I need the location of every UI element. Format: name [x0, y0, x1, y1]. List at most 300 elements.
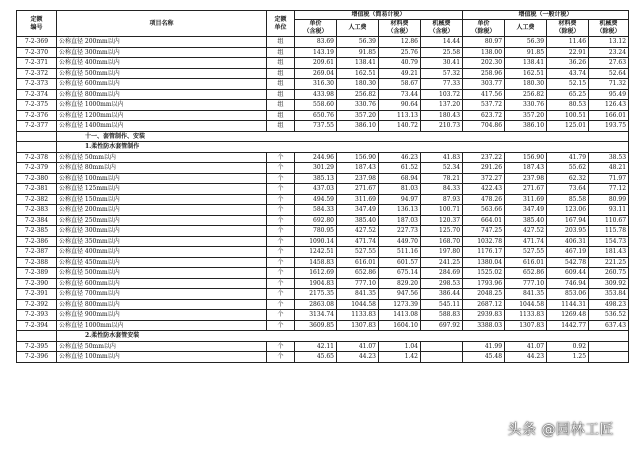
row-name: 公称直径 500mm以内	[57, 68, 267, 79]
cell-labor-2: 180.30	[505, 79, 547, 90]
header-code: 定额 编号	[17, 11, 57, 37]
table-row	[17, 299, 629, 310]
row-code: 7-2-386	[17, 236, 57, 247]
cell-labor-2: 1044.58	[505, 299, 547, 310]
section-row	[17, 131, 629, 142]
cell-material-incl: 947.56	[379, 289, 421, 300]
cell-machine-excl: 353.84	[589, 289, 629, 300]
row-code: 7-2-391	[17, 289, 57, 300]
cell-material-excl: 467.19	[547, 247, 589, 258]
row-unit: 组	[267, 100, 295, 111]
row-unit: 个	[267, 341, 295, 352]
cell-labor-2: 56.39	[505, 37, 547, 48]
cell-machine-excl: 77.12	[589, 184, 629, 195]
row-unit: 个	[267, 173, 295, 184]
row-name: 公称直径 400mm以内	[57, 58, 267, 69]
cell-machine-excl: 27.63	[589, 58, 629, 69]
row-name: 公称直径 100mm以内	[57, 173, 267, 184]
row-code: 7-2-377	[17, 121, 57, 132]
cell-price-incl: 1612.69	[295, 268, 337, 279]
cell-price-excl: 1176.17	[463, 247, 505, 258]
cell-labor: 271.67	[337, 184, 379, 195]
header-price-excl: 单价 （除税）	[463, 20, 505, 37]
cell-machine-incl: 87.93	[421, 194, 463, 205]
cell-labor: 1133.83	[337, 310, 379, 321]
cell-labor-2: 256.82	[505, 89, 547, 100]
row-name: 公称直径 800mm以内	[57, 89, 267, 100]
row-name: 公称直径 300mm以内	[57, 226, 267, 237]
cell-material-incl: 601.57	[379, 257, 421, 268]
table-row	[17, 58, 629, 69]
cell-labor: 180.30	[337, 79, 379, 90]
cell-price-excl: 417.56	[463, 89, 505, 100]
row-unit: 个	[267, 320, 295, 331]
row-name: 公称直径 1200mm以内	[57, 110, 267, 121]
cell-price-excl: 80.97	[463, 37, 505, 48]
cell-machine-incl: 168.70	[421, 236, 463, 247]
cell-price-excl: 372.27	[463, 173, 505, 184]
cell-price-incl: 2863.08	[295, 299, 337, 310]
cell-price-incl: 301.29	[295, 163, 337, 174]
table-row	[17, 121, 629, 132]
cell-machine-excl: 154.73	[589, 236, 629, 247]
cell-labor: 347.49	[337, 205, 379, 216]
cell-material-excl: 0.92	[547, 341, 589, 352]
cell-price-incl: 1090.14	[295, 236, 337, 247]
row-name: 公称直径 350mm以内	[57, 236, 267, 247]
cell-labor-2: 652.86	[505, 268, 547, 279]
cell-price-incl: 1904.83	[295, 278, 337, 289]
cell-machine-excl: 93.11	[589, 205, 629, 216]
row-code: 7-2-383	[17, 205, 57, 216]
row-code: 7-2-372	[17, 68, 57, 79]
cell-price-incl: 650.76	[295, 110, 337, 121]
cell-machine-excl: 71.32	[589, 79, 629, 90]
cell-labor-2: 616.01	[505, 257, 547, 268]
cell-labor-2: 41.07	[505, 341, 547, 352]
cell-material-incl: 68.94	[379, 173, 421, 184]
cell-labor-2: 386.10	[505, 121, 547, 132]
cell-material-incl: 829.20	[379, 278, 421, 289]
header-group-simple: 增值税（简易计税）	[295, 11, 463, 20]
table-row	[17, 257, 629, 268]
row-code: 7-2-390	[17, 278, 57, 289]
table-row	[17, 173, 629, 184]
section-code-cell	[17, 131, 57, 142]
cell-labor: 256.82	[337, 89, 379, 100]
cell-price-excl: 3388.03	[463, 320, 505, 331]
cell-material-incl: 1273.39	[379, 299, 421, 310]
row-name: 公称直径 50mm以内	[57, 152, 267, 163]
row-name: 公称直径 800mm以内	[57, 299, 267, 310]
cell-labor-2: 471.74	[505, 236, 547, 247]
cell-machine-incl: 197.80	[421, 247, 463, 258]
cell-labor: 156.90	[337, 152, 379, 163]
cell-machine-excl: 71.97	[589, 173, 629, 184]
row-name: 公称直径 150mm以内	[57, 194, 267, 205]
cell-price-excl: 237.22	[463, 152, 505, 163]
cell-price-excl: 563.66	[463, 205, 505, 216]
table-row	[17, 320, 629, 331]
cell-price-excl: 291.26	[463, 163, 505, 174]
cell-labor-2: 385.40	[505, 215, 547, 226]
table-row	[17, 163, 629, 174]
row-code: 7-2-384	[17, 215, 57, 226]
row-unit: 个	[267, 352, 295, 363]
row-name: 公称直径 125mm以内	[57, 184, 267, 195]
cell-machine-excl: 181.43	[589, 247, 629, 258]
row-unit: 组	[267, 68, 295, 79]
cell-labor: 427.52	[337, 226, 379, 237]
cell-material-incl: 449.70	[379, 236, 421, 247]
cell-price-excl: 1380.04	[463, 257, 505, 268]
cell-labor: 652.86	[337, 268, 379, 279]
table-row	[17, 100, 629, 111]
cell-machine-incl: 103.72	[421, 89, 463, 100]
table-row	[17, 110, 629, 121]
cell-price-excl: 664.01	[463, 215, 505, 226]
row-name: 公称直径 900mm以内	[57, 310, 267, 321]
header-unit: 定额 单位	[267, 11, 295, 37]
row-unit: 个	[267, 289, 295, 300]
cell-price-excl: 422.43	[463, 184, 505, 195]
cell-machine-incl: 284.69	[421, 268, 463, 279]
row-code: 7-2-393	[17, 310, 57, 321]
section-title: 2.柔性防水套管安装	[57, 331, 629, 342]
cell-material-excl: 22.91	[547, 47, 589, 58]
cell-labor-2: 44.23	[505, 352, 547, 363]
cell-machine-excl: 115.78	[589, 226, 629, 237]
cell-material-incl: 61.52	[379, 163, 421, 174]
table-row	[17, 278, 629, 289]
cell-machine-incl: 78.21	[421, 173, 463, 184]
cell-machine-excl: 221.25	[589, 257, 629, 268]
cell-price-incl: 558.60	[295, 100, 337, 111]
cell-material-excl: 80.53	[547, 100, 589, 111]
row-name: 公称直径 600mm以内	[57, 79, 267, 90]
row-code: 7-2-392	[17, 299, 57, 310]
row-code: 7-2-394	[17, 320, 57, 331]
cell-material-excl: 542.78	[547, 257, 589, 268]
cell-machine-excl: 126.43	[589, 100, 629, 111]
cell-material-incl: 25.76	[379, 47, 421, 58]
cell-price-incl: 3609.85	[295, 320, 337, 331]
table-row	[17, 341, 629, 352]
cell-price-excl: 1032.78	[463, 236, 505, 247]
cell-material-excl: 406.31	[547, 236, 589, 247]
cell-machine-incl: 298.53	[421, 278, 463, 289]
cell-material-incl: 136.13	[379, 205, 421, 216]
cell-price-excl: 138.00	[463, 47, 505, 58]
section-title: 十一、套管制作、安装	[57, 131, 629, 142]
row-name: 公称直径 700mm以内	[57, 289, 267, 300]
table-row	[17, 79, 629, 90]
table-row	[17, 184, 629, 195]
cell-price-excl: 747.25	[463, 226, 505, 237]
cell-labor: 187.43	[337, 163, 379, 174]
cell-labor: 44.23	[337, 352, 379, 363]
cell-material-excl: 609.44	[547, 268, 589, 279]
cell-price-incl: 209.61	[295, 58, 337, 69]
cell-material-excl: 65.25	[547, 89, 589, 100]
cell-labor-2: 156.90	[505, 152, 547, 163]
cell-machine-excl: 23.24	[589, 47, 629, 58]
cell-material-excl: 85.58	[547, 194, 589, 205]
table-row	[17, 289, 629, 300]
cell-material-excl: 746.94	[547, 278, 589, 289]
cell-material-excl: 52.15	[547, 79, 589, 90]
cell-labor: 56.39	[337, 37, 379, 48]
row-name: 公称直径 1000mm以内	[57, 320, 267, 331]
cell-machine-incl	[421, 341, 463, 352]
row-name: 公称直径 200mm以内	[57, 205, 267, 216]
cell-labor-2: 357.20	[505, 110, 547, 121]
cell-machine-incl: 52.34	[421, 163, 463, 174]
cell-price-incl: 737.55	[295, 121, 337, 132]
header-group-general: 增值税（一般计税）	[463, 11, 629, 20]
row-name: 公称直径 500mm以内	[57, 268, 267, 279]
cell-material-incl: 40.79	[379, 58, 421, 69]
row-unit: 个	[267, 257, 295, 268]
cell-material-excl: 125.01	[547, 121, 589, 132]
row-unit: 个	[267, 215, 295, 226]
row-unit: 组	[267, 79, 295, 90]
row-name: 公称直径 50mm以内	[57, 341, 267, 352]
cell-material-excl: 73.64	[547, 184, 589, 195]
cell-machine-excl: 13.12	[589, 37, 629, 48]
row-unit: 个	[267, 194, 295, 205]
cell-material-excl: 1144.31	[547, 299, 589, 310]
row-code: 7-2-395	[17, 341, 57, 352]
row-unit: 个	[267, 236, 295, 247]
section-row	[17, 142, 629, 153]
row-code: 7-2-388	[17, 257, 57, 268]
row-unit: 个	[267, 268, 295, 279]
cell-material-incl: 1.42	[379, 352, 421, 363]
table-row	[17, 352, 629, 363]
cell-material-incl: 73.44	[379, 89, 421, 100]
cell-material-excl: 36.26	[547, 58, 589, 69]
row-unit: 个	[267, 152, 295, 163]
row-unit: 个	[267, 310, 295, 321]
row-name: 公称直径 100mm以内	[57, 352, 267, 363]
table-row	[17, 236, 629, 247]
cell-machine-excl: 38.53	[589, 152, 629, 163]
cell-labor: 527.55	[337, 247, 379, 258]
cell-machine-incl: 84.33	[421, 184, 463, 195]
cell-machine-excl: 498.23	[589, 299, 629, 310]
row-unit: 个	[267, 278, 295, 289]
cell-labor-2: 162.51	[505, 68, 547, 79]
cell-machine-incl: 41.83	[421, 152, 463, 163]
cell-material-incl: 90.64	[379, 100, 421, 111]
row-name: 公称直径 80mm以内	[57, 163, 267, 174]
cell-machine-excl: 95.49	[589, 89, 629, 100]
cell-material-excl: 1.25	[547, 352, 589, 363]
row-code: 7-2-381	[17, 184, 57, 195]
cell-labor: 41.07	[337, 341, 379, 352]
row-code: 7-2-378	[17, 152, 57, 163]
row-unit: 组	[267, 89, 295, 100]
cell-machine-excl: 52.64	[589, 68, 629, 79]
cell-machine-incl: 180.43	[421, 110, 463, 121]
cell-material-incl: 81.03	[379, 184, 421, 195]
cell-price-incl: 584.33	[295, 205, 337, 216]
cell-machine-incl: 386.44	[421, 289, 463, 300]
row-name: 公称直径 1400mm以内	[57, 121, 267, 132]
cell-price-excl: 303.77	[463, 79, 505, 90]
cell-labor: 311.69	[337, 194, 379, 205]
cell-machine-excl	[589, 352, 629, 363]
header-machine-excl: 机械费 （除税）	[589, 20, 629, 37]
header-name: 项目名称	[57, 11, 267, 37]
cell-machine-incl: 545.11	[421, 299, 463, 310]
cell-labor-2: 311.69	[505, 194, 547, 205]
cell-price-incl: 1242.51	[295, 247, 337, 258]
row-unit: 组	[267, 37, 295, 48]
cell-price-incl: 1458.83	[295, 257, 337, 268]
cell-material-excl: 100.51	[547, 110, 589, 121]
table-row	[17, 205, 629, 216]
row-name: 公称直径 450mm以内	[57, 257, 267, 268]
cell-material-incl: 140.72	[379, 121, 421, 132]
cell-price-incl: 316.30	[295, 79, 337, 90]
cell-price-incl: 83.69	[295, 37, 337, 48]
row-code: 7-2-374	[17, 89, 57, 100]
cell-material-incl: 675.14	[379, 268, 421, 279]
cell-material-excl: 853.06	[547, 289, 589, 300]
row-code: 7-2-371	[17, 58, 57, 69]
cell-material-incl: 12.86	[379, 37, 421, 48]
cell-labor: 357.20	[337, 110, 379, 121]
cell-material-incl: 94.97	[379, 194, 421, 205]
cell-price-incl: 780.95	[295, 226, 337, 237]
cell-labor: 138.41	[337, 58, 379, 69]
cell-labor: 471.74	[337, 236, 379, 247]
cell-material-incl: 113.13	[379, 110, 421, 121]
table-header	[17, 11, 629, 37]
cell-price-excl: 537.72	[463, 100, 505, 111]
table-row	[17, 215, 629, 226]
table-row	[17, 47, 629, 58]
cell-labor-2: 347.49	[505, 205, 547, 216]
row-unit: 组	[267, 110, 295, 121]
cell-machine-incl: 210.73	[421, 121, 463, 132]
cell-machine-excl: 166.01	[589, 110, 629, 121]
row-name: 公称直径 200mm以内	[57, 37, 267, 48]
section-code-cell	[17, 331, 57, 342]
cell-price-incl: 143.19	[295, 47, 337, 58]
cell-labor-2: 1307.83	[505, 320, 547, 331]
table-row	[17, 37, 629, 48]
row-code: 7-2-387	[17, 247, 57, 258]
row-code: 7-2-389	[17, 268, 57, 279]
cell-material-excl: 1442.77	[547, 320, 589, 331]
section-row	[17, 331, 629, 342]
cell-machine-excl: 309.92	[589, 278, 629, 289]
cell-machine-excl: 48.21	[589, 163, 629, 174]
row-name: 公称直径 400mm以内	[57, 247, 267, 258]
cell-labor-2: 187.43	[505, 163, 547, 174]
cell-machine-incl: 14.44	[421, 37, 463, 48]
cell-machine-incl: 25.58	[421, 47, 463, 58]
cell-machine-incl: 100.71	[421, 205, 463, 216]
row-unit: 个	[267, 299, 295, 310]
cell-price-incl: 433.98	[295, 89, 337, 100]
cell-labor-2: 841.35	[505, 289, 547, 300]
table-row	[17, 194, 629, 205]
header-labor: 人工费	[337, 20, 379, 37]
header-machine-incl: 机械费 （含税）	[421, 20, 463, 37]
cell-labor: 237.98	[337, 173, 379, 184]
cell-material-incl: 187.03	[379, 215, 421, 226]
table-row	[17, 247, 629, 258]
row-unit: 个	[267, 205, 295, 216]
table-row	[17, 226, 629, 237]
header-labor-2: 人工费	[505, 20, 547, 37]
cell-material-incl: 1604.10	[379, 320, 421, 331]
cell-material-incl: 1.04	[379, 341, 421, 352]
cell-labor: 1044.58	[337, 299, 379, 310]
cell-labor: 330.76	[337, 100, 379, 111]
cell-machine-incl: 241.25	[421, 257, 463, 268]
cell-price-excl: 2939.83	[463, 310, 505, 321]
row-unit: 组	[267, 47, 295, 58]
cell-material-excl: 62.32	[547, 173, 589, 184]
cell-material-excl: 11.46	[547, 37, 589, 48]
row-unit: 个	[267, 226, 295, 237]
cell-labor: 385.40	[337, 215, 379, 226]
cell-machine-excl: 260.75	[589, 268, 629, 279]
cell-price-excl: 2048.25	[463, 289, 505, 300]
row-code: 7-2-396	[17, 352, 57, 363]
cell-labor-2: 427.52	[505, 226, 547, 237]
cell-machine-excl: 536.52	[589, 310, 629, 321]
cell-material-excl: 203.95	[547, 226, 589, 237]
cell-labor: 616.01	[337, 257, 379, 268]
cell-price-incl: 2175.35	[295, 289, 337, 300]
row-code: 7-2-370	[17, 47, 57, 58]
cell-machine-incl: 120.37	[421, 215, 463, 226]
cell-machine-incl: 588.83	[421, 310, 463, 321]
cell-price-incl: 42.11	[295, 341, 337, 352]
row-code: 7-2-379	[17, 163, 57, 174]
table-row	[17, 268, 629, 279]
section-title: 1.柔性防水套管制作	[57, 142, 629, 153]
cell-machine-incl: 125.70	[421, 226, 463, 237]
cell-labor-2: 527.55	[505, 247, 547, 258]
cell-machine-incl: 30.41	[421, 58, 463, 69]
cell-machine-incl: 697.92	[421, 320, 463, 331]
cell-labor: 162.51	[337, 68, 379, 79]
cell-material-incl: 49.21	[379, 68, 421, 79]
row-code: 7-2-376	[17, 110, 57, 121]
row-unit: 个	[267, 247, 295, 258]
header-material-incl: 材料费 （含税）	[379, 20, 421, 37]
cell-price-excl: 1793.96	[463, 278, 505, 289]
cell-price-incl: 692.80	[295, 215, 337, 226]
cell-price-incl: 244.96	[295, 152, 337, 163]
cell-material-excl: 41.79	[547, 152, 589, 163]
table-row	[17, 68, 629, 79]
table-row	[17, 89, 629, 100]
cell-price-excl: 258.96	[463, 68, 505, 79]
row-unit: 组	[267, 121, 295, 132]
cell-price-excl: 41.99	[463, 341, 505, 352]
watermark: 头条 @园林工匠	[507, 422, 614, 438]
cell-material-excl: 43.74	[547, 68, 589, 79]
row-code: 7-2-373	[17, 79, 57, 90]
